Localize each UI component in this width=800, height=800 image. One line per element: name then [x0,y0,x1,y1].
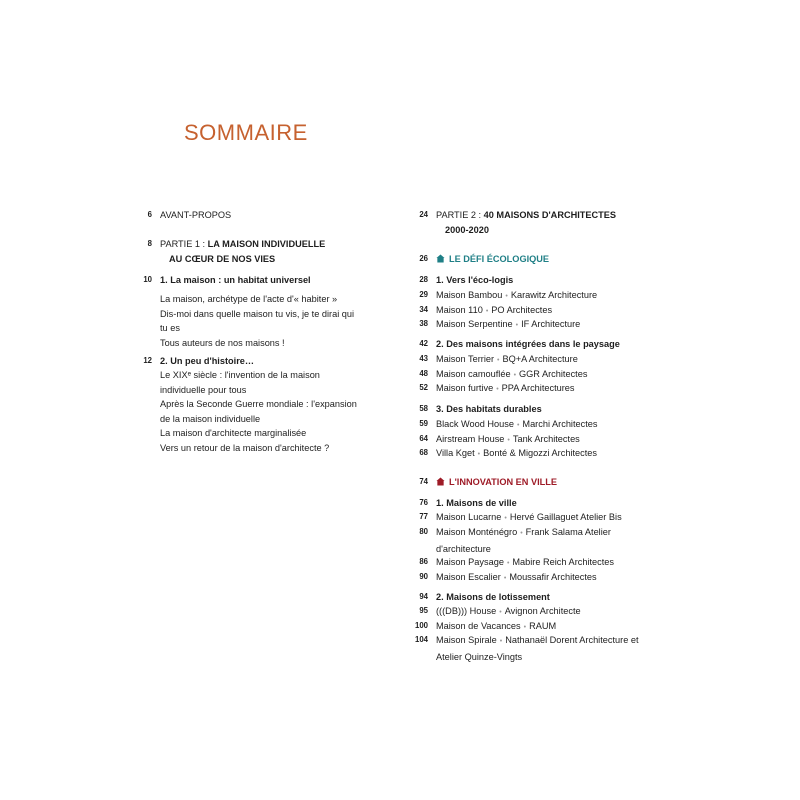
architect-name-cont: Atelier Quinze-Vingts [436,651,523,662]
page-number: 10 [143,275,152,284]
house-icon [436,254,445,263]
page-number: 90 [419,571,428,581]
entry-label: AVANT-PROPOS [160,210,232,220]
house-name: Maison camouflée [436,368,511,379]
separator: • [485,307,489,315]
separator: • [507,436,510,444]
page-number: 29 [419,290,428,299]
page-number: 42 [419,339,428,348]
section-title: LE DÉFI ÉCOLOGIQUE [449,254,550,264]
house-name: Maison Spirale [436,635,497,645]
separator: • [497,357,500,364]
architect-name: Frank Salama Atelier [525,527,611,537]
page-number: 76 [419,498,428,507]
page-number: 95 [419,606,428,615]
page-number: 24 [419,210,428,219]
toc-house-entry[interactable] [404,446,597,463]
toc-entry-avant-propos[interactable] [128,208,231,223]
separator: • [505,293,508,300]
separator: • [516,422,520,429]
list-item: Vers un retour de la maison d'architecte ? [160,442,330,453]
page-number: 43 [419,354,428,363]
separator: • [515,322,519,329]
architect-name: BQ+A Architecture [502,354,578,364]
chapter-title: 1. La maison : un habitat universel [160,275,311,285]
toc-house-entry[interactable] [404,570,597,587]
architect-name-cont: d'architecture [436,543,491,554]
separator: • [506,560,510,567]
chapter-2-items [128,368,357,455]
separator: • [503,574,507,582]
page-number: 26 [419,254,428,263]
toc-house-entry[interactable] [404,633,639,664]
page-number: 12 [143,356,152,365]
part-title-line2: 2000-2020 [445,224,489,235]
toc-house-entry[interactable] [404,317,580,334]
architect-name: Moussafir Architectes [509,571,597,582]
list-item: Le XIXᵉ siècle : l'invention de la maison [160,370,320,380]
toc-section-innovation-en-ville[interactable] [404,475,557,490]
chapter-title: 2. Maisons de lotissement [436,592,550,602]
house-name: Maison Bambou [436,290,503,300]
architect-name: Karawitz Architecture [510,290,598,300]
page-number: 6 [147,210,152,219]
page-number: 64 [419,433,428,443]
page-number: 38 [419,319,428,328]
architect-name: RAUM [529,620,557,631]
chapter-title: 1. Maisons de ville [436,498,517,508]
list-item: Après la Seconde Guerre mondiale : l'expansion [160,399,357,409]
toc-entry-paysage[interactable] [404,337,620,352]
toc-entry-chapter-2[interactable] [128,354,254,369]
architect-name: Avignon Architecte [504,606,581,616]
page-number: 74 [419,477,428,486]
chapter-title: 2. Des maisons intégrées dans le paysage [436,339,620,349]
page-number: 8 [147,239,152,248]
chapter-1-items [128,292,354,350]
architect-name: Bonté & Migozzi Architectes [483,448,597,458]
separator: • [499,609,502,616]
section-title: L'INNOVATION EN VILLE [449,477,558,487]
architect-name: Nathanaël Dorent Architecture et [505,635,639,645]
list-item: Dis-moi dans quelle maison tu vis, je te dirai qui [160,308,355,319]
list-item: tu es [160,323,180,333]
part-prefix: PARTIE 1 : [160,239,208,249]
page-number: 59 [419,419,428,428]
house-name: Maison Terrier [436,354,495,364]
house-name: Airstream House [436,433,505,444]
house-name: Villa Kget [436,448,475,458]
house-name: Maison Serpentine [436,319,513,329]
architect-name: GGR Architectes [519,368,588,379]
part-prefix: PARTIE 2 : [436,210,484,220]
chapter-title: 3. Des habitats durables [436,404,542,414]
page-number: 77 [419,512,428,521]
list-item: La maison, archétype de l'acte d'« habiter » [160,294,338,304]
page-number: 68 [419,448,428,457]
house-name: Maison de Vacances [436,620,521,631]
house-name: (((DB))) House [436,606,497,616]
toc-entry-maisons-de-ville[interactable] [404,496,517,511]
toc-entry-partie-2[interactable] [404,208,616,237]
page-number: 34 [419,304,428,314]
page-number: 104 [414,635,428,644]
list-item: de la maison individuelle [160,413,261,424]
architect-name: PPA Architectures [501,383,575,393]
chapter-title: 2. Un peu d'histoire… [160,356,255,366]
list-item: La maison d'architecte marginalisée [160,428,307,438]
architect-name: Mabire Reich Architectes [512,557,615,567]
page-number: 100 [414,620,428,630]
list-item: individuelle pour tous [160,384,247,395]
page-number: 80 [419,527,428,536]
architect-name: Hervé Gaillaguet Atelier Bis [509,512,622,522]
separator: • [520,530,523,537]
toc-entry-habitats-durables[interactable] [404,402,542,417]
part-title-line1: 40 MAISONS D'ARCHITECTES [483,210,617,220]
page-title: SOMMAIRE [184,120,308,145]
separator: • [523,623,527,631]
page-number: 28 [419,275,428,284]
toc-entry-chapter-1[interactable] [128,273,311,288]
page-number: 52 [419,383,428,392]
separator: • [504,515,507,522]
separator: • [496,386,499,393]
architect-name: IF Architecture [521,319,581,329]
part-title-line2: AU CŒUR DE NOS VIES [169,253,276,264]
page-number: 58 [419,404,428,413]
page-number: 94 [419,592,428,601]
house-name: Maison Lucarne [436,512,502,522]
architect-name: Tank Architectes [512,433,580,444]
toc-entry-partie-1[interactable] [128,237,325,266]
house-name: Maison 110 [436,304,483,315]
part-title-line1: LA MAISON INDIVIDUELLE [207,239,326,249]
toc-entry-lotissement[interactable] [404,590,550,605]
house-icon [436,477,445,486]
separator: • [499,638,503,645]
house-name: Maison furtive [436,383,494,393]
toc-entry-eco-logis[interactable] [404,273,513,288]
house-name: Maison Escalier [436,571,501,582]
house-name: Maison Monténégro [436,527,518,537]
toc-section-defi-ecologique[interactable] [404,252,549,267]
house-name: Maison Paysage [436,557,504,567]
page-number: 48 [419,368,428,378]
separator: • [513,371,517,379]
toc-house-entry[interactable] [404,381,575,398]
list-item: Tous auteurs de nos maisons ! [160,337,285,348]
separator: • [477,451,481,458]
house-name: Black Wood House [436,419,514,429]
toc-house-entry[interactable] [404,525,611,556]
architect-name: PO Architectes [491,304,553,315]
page-number: 86 [419,557,428,566]
architect-name: Marchi Architectes [522,419,598,429]
chapter-title: 1. Vers l'éco-logis [436,275,514,285]
